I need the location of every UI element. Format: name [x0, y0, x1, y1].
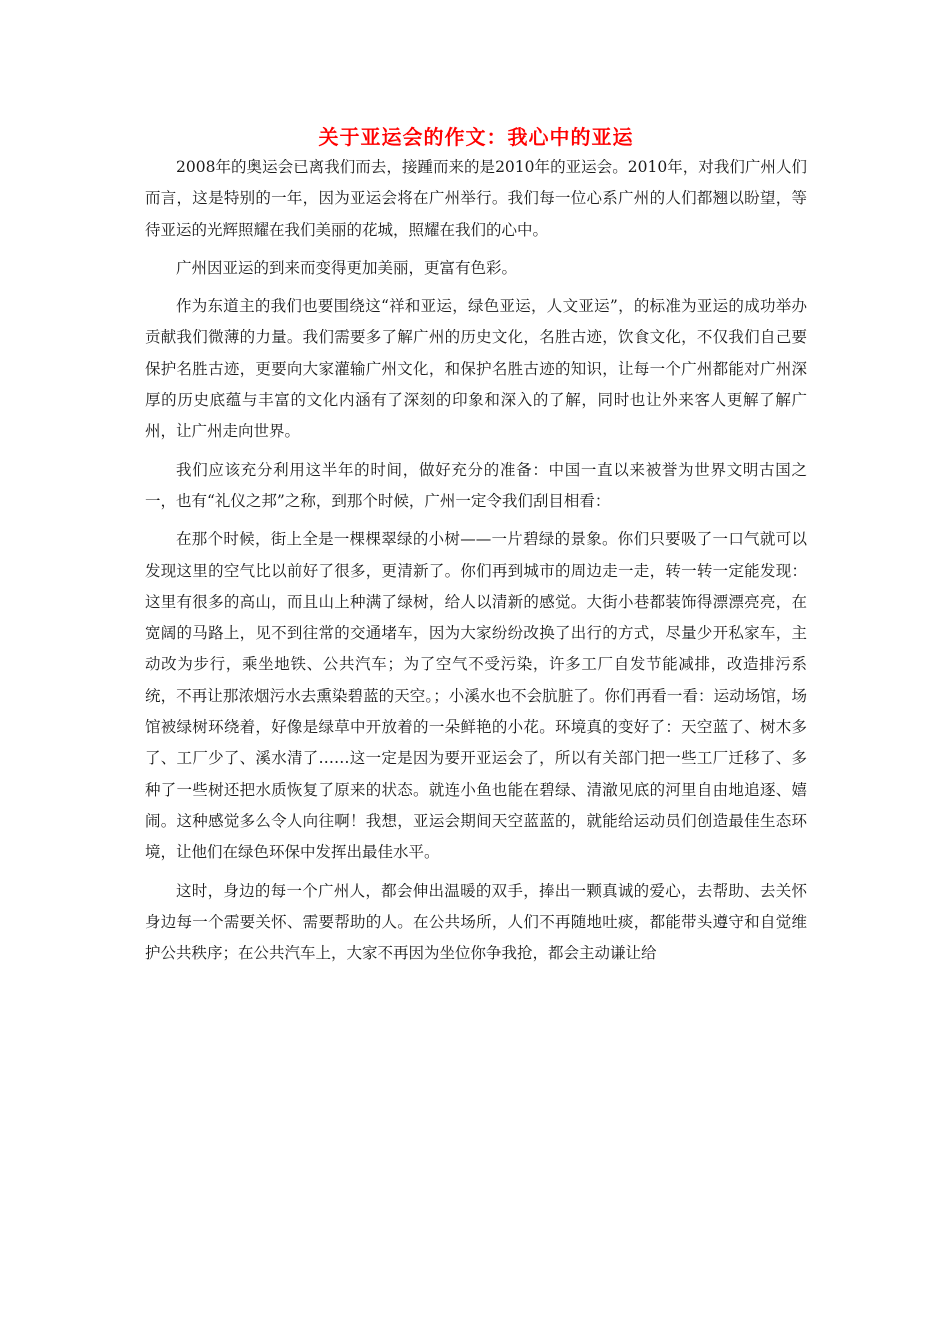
paragraph-4: 我们应该充分利用这半年的时间，做好充分的准备：中国一直以来被誉为世界文明古国之一，也有“礼仪之邦”之称，到那个时候，广州一定令我们刮目相看： [145, 460, 807, 510]
paragraph-2: 广州因亚运的到来而变得更加美丽，更富有色彩。 [176, 258, 518, 277]
document-title: 关于亚运会的作文：我心中的亚运 [318, 125, 634, 149]
paragraph-5: 在那个时候，街上全是一棵棵翠绿的小树——一片碧绿的景象。你们只要吸了一口气就可以发现这里的空气比以前好了很多，更清新了。你们再到城市的周边走一走，转一转一定能发现：这里有很多的高山，而且山上种满了绿树，给人以清新的感觉。大街小巷都装饰得漂漂亮亮，在宽阔的马路上，见不到往常的交通堵车，因为大家纷纷改换了出行的方式，尽量少开私家车，主动改为步行，乘坐地铁、公共汽车；为了空气不受污染，许多工厂自发节能减排，改造排污系统，不再让那浓烟污水去熏染碧蓝的天空。；小溪水也不会肮脏了。你们再看一看：运动场馆，场馆被绿树环绕着，好像是绿草中开放着的一朵鲜艳的小花。环境真的变好了：天空蓝了、树木多了、工厂少了、溪水清了……这一定是因为要开亚运会了，所以有关部门把一些工厂迁移了、多种了一些树还把水质恢复了原来的状态。就连小鱼也能在碧绿、清澈见底的河里自由地追逐、嬉闹。这种感觉多么令人向往啊！我想，亚运会期间天空蓝蓝的，就能给运动员们创造最佳生态环境，让他们在绿色环保中发挥出最佳水平。 [145, 530, 807, 862]
paragraph-3: 作为东道主的我们也要围绕这“祥和亚运，绿色亚运，人文亚运”，的标准为亚运的成功举办贡献我们微薄的力量。我们需要多了解广州的历史文化，名胜古迹，饮食文化，不仅我们自己要保护名胜古迹，更要向大家灌输广州文化，和保护名胜古迹的知识，让每一个广州都能对广州深厚的历史底蕴与丰富的文化内涵有了深刻的印象和深入的了解，同时也让外来客人更解了解广州，让广州走向世界。 [145, 297, 807, 441]
paragraph-6: 这时，身边的每一个广州人，都会伸出温暖的双手，捧出一颗真诚的爱心，去帮助、去关怀身边每一个需要关怀、需要帮助的人。在公共场所，人们不再随地吐痰，都能带头遵守和自觉维护公共秩序；在公共汽车上，大家不再因为坐位你争我抢，都会主动谦让给 [145, 881, 807, 963]
document-page [145, 122, 807, 976]
paragraph-1: 2008年的奥运会已离我们而去，接踵而来的是2010年的亚运会。2010年，对我们广州人们而言，这是特别的一年，因为亚运会将在广州举行。我们每一位心系广州的人们都翘以盼望，等待亚运的光辉照耀在我们美丽的花城，照耀在我们的心中。 [145, 158, 807, 239]
